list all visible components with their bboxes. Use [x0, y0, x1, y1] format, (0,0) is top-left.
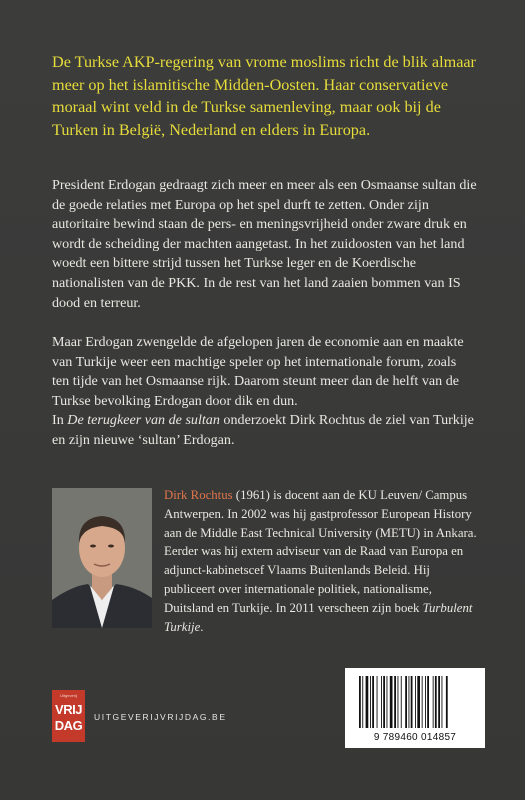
logo-small-text: Uitgeverij — [60, 693, 77, 698]
barcode-bar — [383, 676, 385, 728]
barcode-bar — [370, 676, 371, 728]
author-bio-text: (1961) is docent aan de KU Leuven/ Campus Antwerpen. In 2002 was hij gastprofessor European History aan de Middle East Technical University (METU) in Ankara. Eerder was hij extern adviseur van de Raad van Europa en adjunct-kabinetscef Vlaams Buitenlands Beleid. Hij publiceert over internationale politiek, nationalisme, Duitsland en Turkije. In 2011 verscheen zijn boek — [164, 488, 477, 615]
isbn-number: 9 789460 014857 — [373, 732, 457, 743]
barcode-bar — [394, 676, 396, 728]
paragraph-1: President Erdogan gedraagt zich meer en meer als een Osmaanse sultan die de goede relaties met Europa op het spel durft te zetten. Onder zijn autoritaire bewind staan de pers- en meningsvrijheid onder zware druk en wordt de scheiding der machten aangetast. In het zuidoosten van het land woedt een bittere strijd tussen het Turkse leger en de Koerdische nationalisten van de PKK. In de rest van het land zaaien bommen van IS dood en terreur. — [52, 177, 477, 311]
barcode — [345, 668, 485, 748]
logo-word-vrij: VRIJ — [55, 702, 82, 717]
barcode-bar — [409, 676, 410, 728]
barcode-bar — [446, 676, 448, 728]
barcode-bar — [433, 676, 434, 728]
barcode-bar — [405, 676, 407, 728]
barcode-bar — [425, 676, 426, 728]
paragraph-2 — [52, 333, 477, 451]
barcode-bar — [422, 676, 423, 728]
barcode-bar — [415, 676, 416, 728]
barcode-bar — [381, 676, 382, 728]
bio-end: . — [200, 619, 204, 634]
barcode-bars — [345, 668, 485, 732]
barcode-bar — [390, 676, 393, 728]
author-name: Dirk Rochtus — [164, 488, 233, 502]
book-title: De terugkeer van de sultan — [67, 412, 220, 429]
publisher-logo — [52, 690, 85, 742]
barcode-bar — [438, 676, 440, 728]
logo-word-dag: DAG — [54, 718, 83, 733]
barcode-bar — [417, 676, 420, 728]
paragraph-2-end: onderzoekt Dirk Rochtus de ziel van Turkije en zijn nieuwe ‘sultan’ Erdogan. — [52, 412, 474, 448]
barcode-bar — [359, 676, 361, 728]
barcode-bar — [398, 676, 399, 728]
barcode-bar — [366, 676, 369, 728]
intro-text: De Turkse AKP-regering van vrome moslims richt de blik almaar meer op het islamitische Midden-Oosten. Haar conservatieve moraal wint veld in de Turkse samenleving, maar ook bij de Turken in België, Nederland en elders in Europa. — [52, 53, 476, 139]
barcode-bar — [377, 676, 378, 728]
author-photo — [52, 488, 152, 628]
barcode-bar — [435, 676, 437, 728]
barcode-bar — [442, 676, 443, 728]
barcode-bar — [427, 676, 429, 728]
barcode-bar — [401, 676, 402, 728]
barcode-bar — [387, 676, 388, 728]
barcode-bar — [372, 676, 374, 728]
paragraph-2-text: Maar Erdogan zwengelde de afgelopen jaren de economie aan en maakte van Turkije weer een machtige speler op het internationale forum, zoals ten tijde van het Osmaanse rijk. Daarom steunt meer dan de helft van de Turkse bevolking Erdogan door dik en dun. — [52, 334, 464, 409]
other-book-title: Turbulent Turkije — [164, 600, 473, 634]
publisher-website[interactable]: UITGEVERIJVRIJDAG.BE — [94, 712, 227, 722]
paragraph-2-intro: In — [52, 412, 68, 429]
barcode-bar — [411, 676, 413, 728]
author-bio — [164, 486, 484, 636]
barcode-bar — [362, 676, 363, 728]
